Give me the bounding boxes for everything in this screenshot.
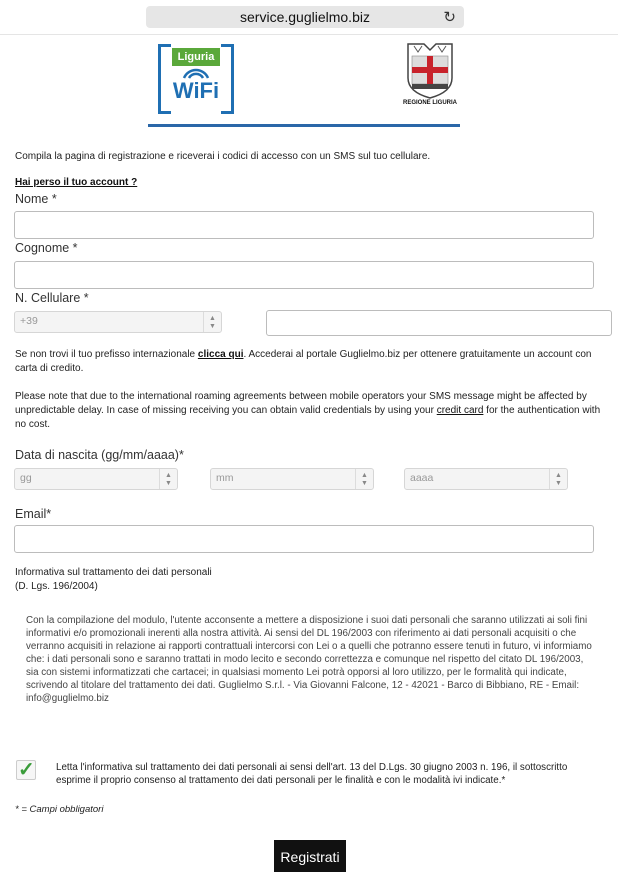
birthdate-label: Data di nascita (gg/mm/aaaa)*	[15, 448, 184, 462]
region-logo-label: REGIONE LIGURIA	[402, 100, 457, 106]
month-placeholder: mm	[216, 472, 234, 484]
roaming-note	[15, 390, 607, 432]
credit-card-link[interactable]: credit card	[436, 405, 484, 416]
checkmark-icon: ✓	[18, 759, 35, 781]
month-select[interactable]	[210, 468, 374, 490]
phone-number-input[interactable]	[266, 310, 612, 336]
email-input[interactable]	[14, 525, 594, 553]
prefix-note-text: Se non trovi il tuo prefisso internazionale	[15, 349, 198, 360]
header-rule	[148, 124, 460, 127]
privacy-title-line2: (D. Lgs. 196/2004)	[15, 581, 98, 592]
stepper-arrows-icon: ▲ ▼	[203, 312, 221, 332]
prefix-select[interactable]	[14, 311, 222, 333]
stepper-arrows-icon: ▲ ▼	[159, 469, 177, 489]
day-placeholder: gg	[20, 472, 32, 484]
url-text: service.guglielmo.biz	[240, 9, 370, 25]
privacy-title	[15, 566, 212, 594]
logo-wifi-text: WiFi	[172, 78, 220, 103]
consent-text: Letta l'informativa sul trattamento dei dati personali ai sensi dell'art. 13 del D.Lgs. 30 giugno 2003 n. 196, il sottoscritto esprime il proprio consenso al trattamento dei dati personali per le finalità e con le modalità ivi indicate.*	[56, 762, 568, 786]
toolbar-divider	[0, 34, 618, 35]
stepper-arrows-icon: ▲ ▼	[355, 469, 373, 489]
regione-liguria-logo	[398, 42, 462, 114]
year-select[interactable]	[404, 468, 568, 490]
logo-liguria-banner: Liguria	[172, 48, 220, 66]
stepper-arrows-icon: ▲ ▼	[549, 469, 567, 489]
clicca-qui-link[interactable]: clicca qui	[197, 349, 244, 360]
privacy-title-line1: Informativa sul trattamento dei dati personali	[15, 567, 212, 578]
liguria-wifi-logo	[158, 44, 234, 112]
consent-checkbox[interactable]	[16, 760, 36, 780]
lost-account-link[interactable]: Hai perso il tuo account ?	[15, 177, 138, 188]
logo-bracket-left	[158, 44, 171, 114]
region-crest-icon	[398, 42, 462, 100]
privacy-body: Con la compilazione del modulo, l'utente acconsente a mettere a disposizione i suoi dati personali che saranno utilizzati ai soli fini informativi e/o promozionali inerenti alla nostra attività. Ai sensi del DL 196/2003 con riferimento ai dati personali acquisiti o che verranno acquisiti in relazione ai rapporti contrattuali intercorsi con Lei o a quelli che potranno essere tenuti in futuro, vi informiamo che: i dati personali sono e saranno trattati in modo lecito e secondo correttezza e comunque nel rispetto del citato DL 196/2003, sia con sistemi informatizzati che cartacei; in qualsiasi momento Lei potrà opporsi al loro utilizzo, per le formalità qui indicate, scrivendo al titolare del trattamento dei dati. Guglielmo S.r.l. - Via Giovanni Falcone, 12 - 42021 - Barco di Bibbiano, RE - Email: info@guglielmo.biz	[26, 615, 592, 704]
email-label: Email*	[15, 507, 52, 521]
cellulare-label: N. Cellulare *	[15, 291, 89, 305]
required-fields-note: * = Campi obbligatori	[15, 804, 104, 815]
reload-icon[interactable]: ↻	[443, 9, 456, 26]
address-bar[interactable]	[146, 6, 464, 28]
prefix-note-text-end: . Accederai al portale Guglielmo.biz per ottenere gratuitamente un account con carta di credito.	[15, 349, 592, 374]
year-placeholder: aaaa	[410, 472, 434, 484]
nome-label: Nome *	[15, 192, 57, 206]
intro-text: Compila la pagina di registrazione e riceverai i codici di accesso con un SMS sul tuo cellulare.	[15, 151, 431, 162]
day-select[interactable]	[14, 468, 178, 490]
roaming-note-text: Please note that due to the international roaming agreements between mobile operators your SMS message might be affected by unpredictable delay. In case of missing receiving you can obtain valid credentials by using your	[15, 391, 587, 416]
prefix-value: +39	[20, 315, 38, 327]
nome-input[interactable]	[14, 211, 594, 239]
register-button[interactable]: Registrati	[274, 840, 346, 872]
logo-bracket-right	[221, 44, 234, 114]
cognome-input[interactable]	[14, 261, 594, 289]
prefix-note	[15, 348, 607, 376]
roaming-note-text-end: for the authentication with no cost.	[15, 405, 601, 430]
cognome-label: Cognome *	[15, 241, 78, 255]
